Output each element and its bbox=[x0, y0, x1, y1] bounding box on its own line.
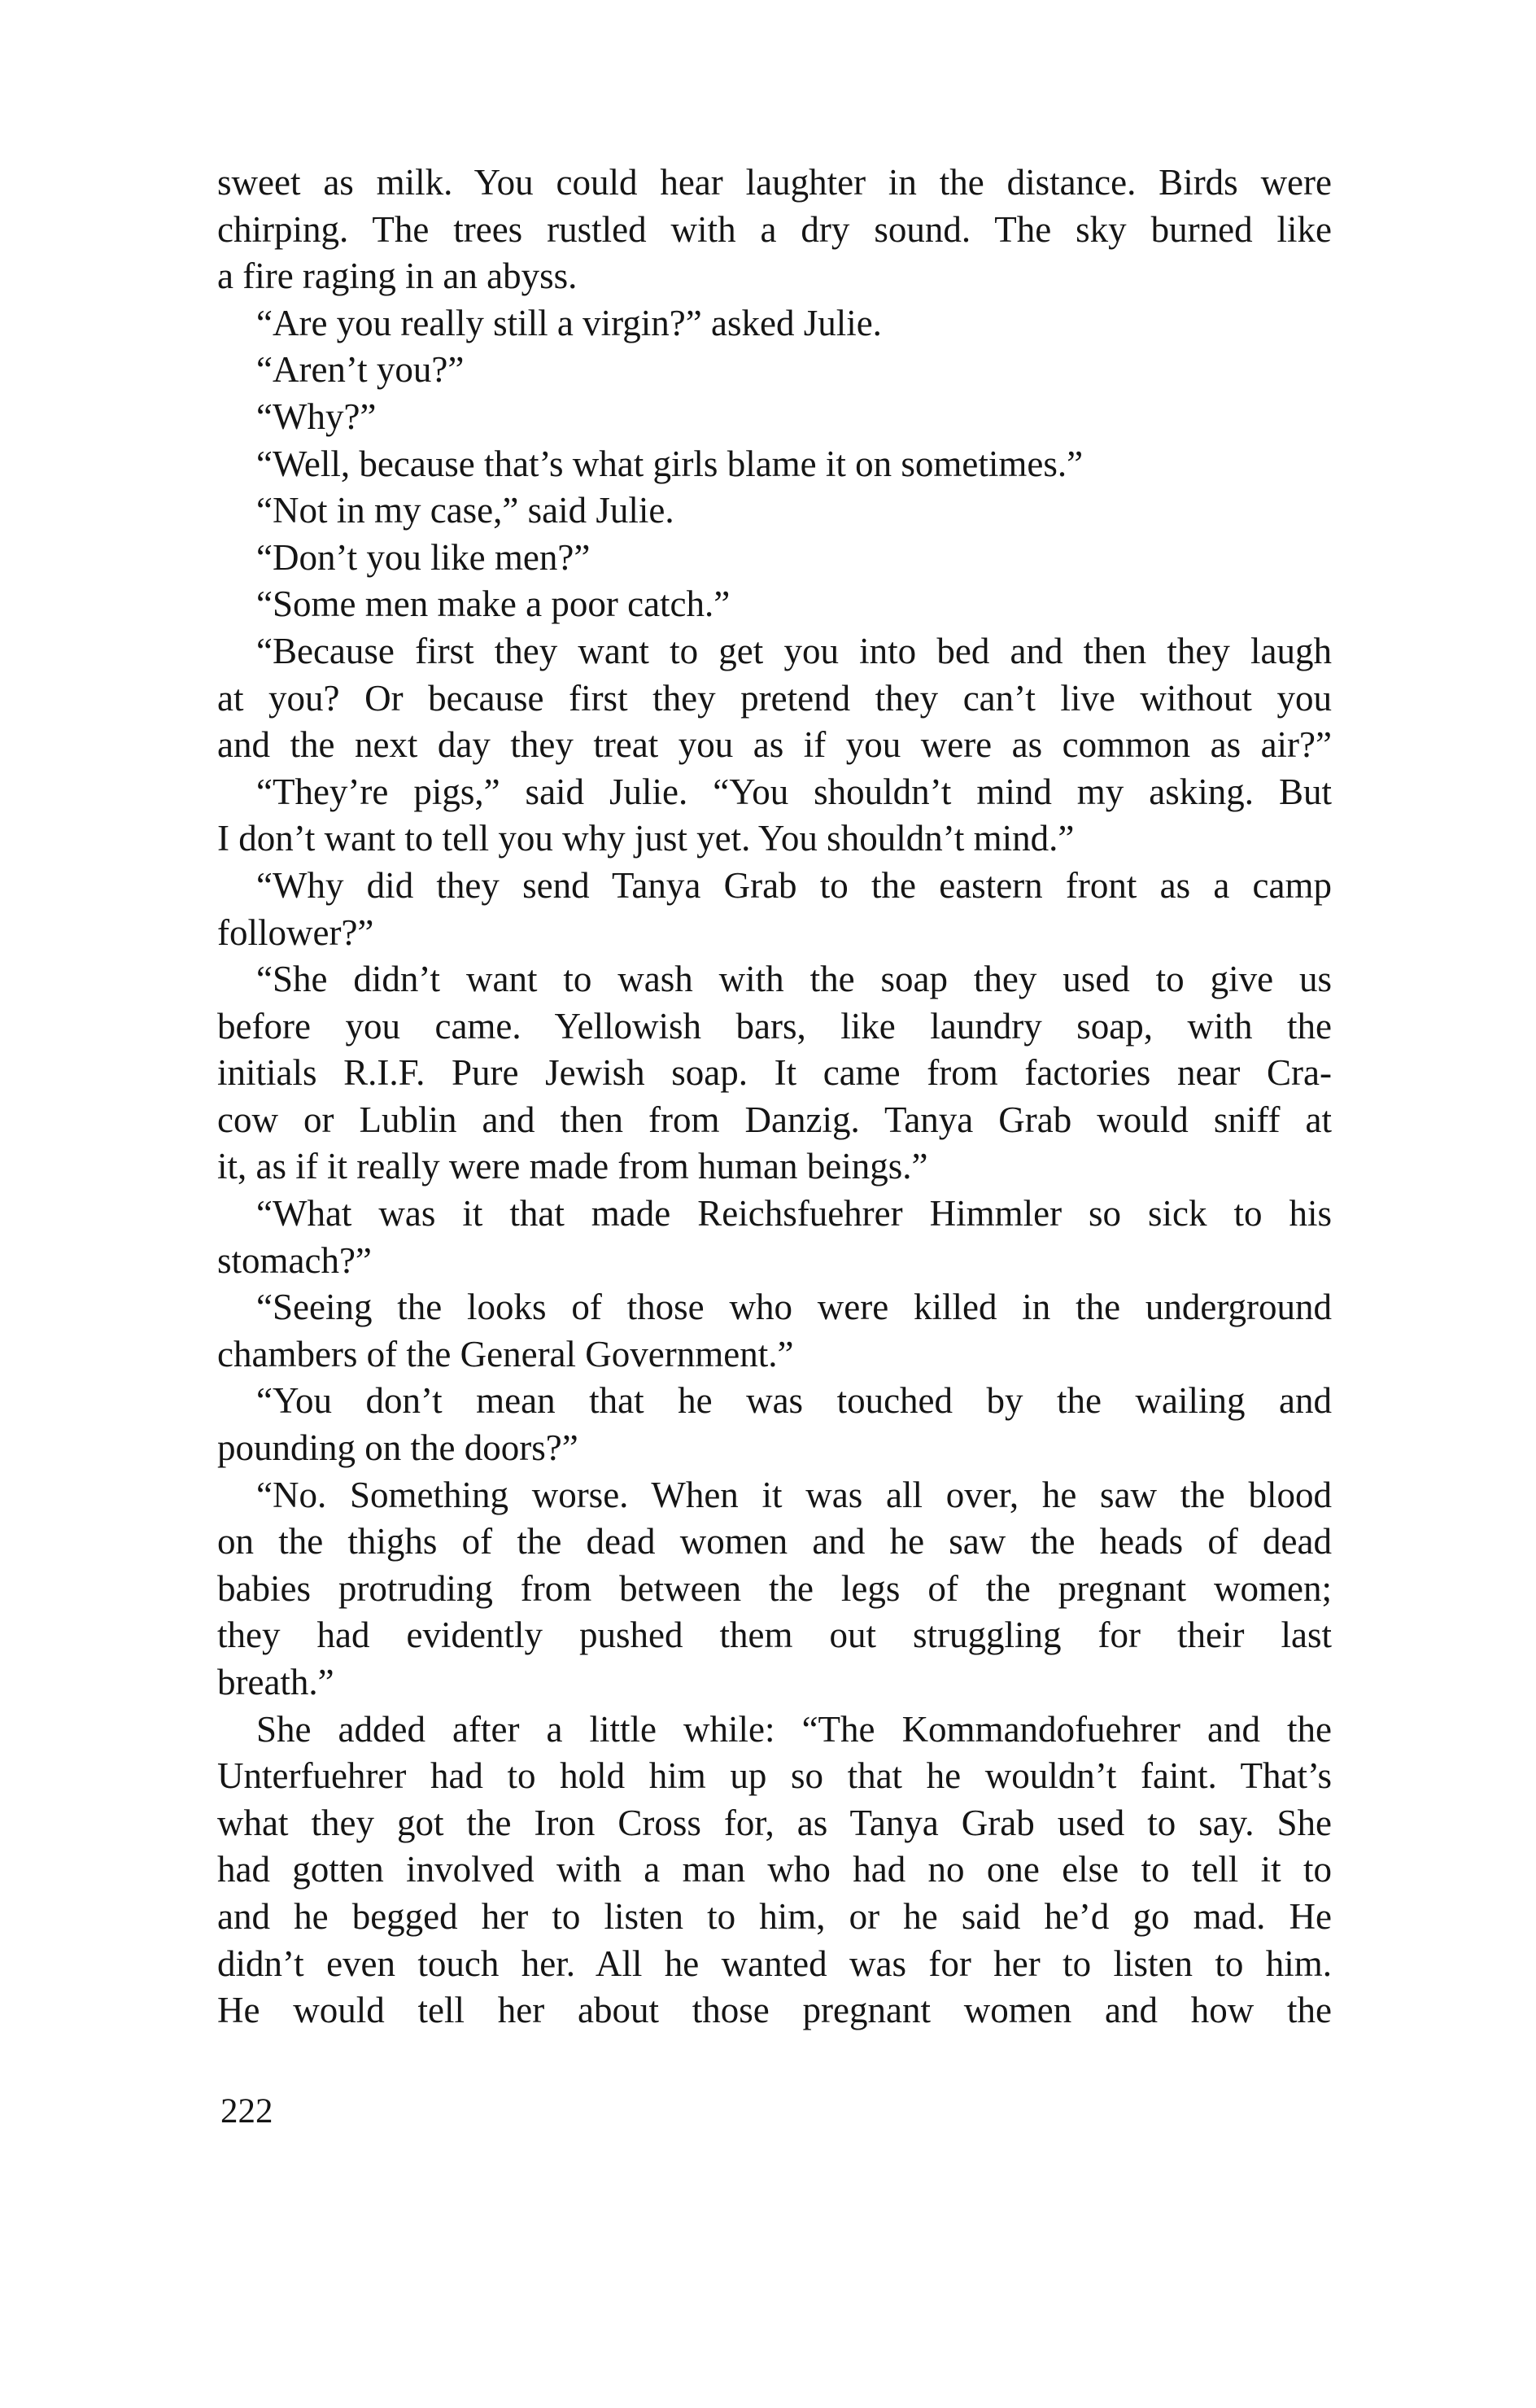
text-line: “Don’t you like men?” bbox=[256, 536, 591, 578]
text-line: chirping. The trees rustled with a dry sound. The sky burned like bbox=[217, 208, 1332, 250]
text-line: “Are you really still a virgin?” asked Julie. bbox=[256, 302, 882, 343]
text-line: She added after a little while: “The Kommandofuehrer and the bbox=[256, 1708, 1332, 1750]
text-line: chambers of the General Government.” bbox=[217, 1333, 794, 1374]
text-line: pounding on the doors?” bbox=[217, 1427, 578, 1469]
text-line: on the thighs of the dead women and he saw the heads of dead bbox=[217, 1521, 1332, 1562]
text-line: and he begged her to listen to him, or he said he’d go mad. He bbox=[217, 1895, 1332, 1937]
text-line: “They’re pigs,” said Julie. “You shouldn’t mind my asking. But bbox=[256, 771, 1332, 812]
text-line: it, as if it really were made from human beings.” bbox=[217, 1146, 928, 1187]
text-line: didn’t even touch her. All he wanted was for her to listen to him. bbox=[217, 1943, 1332, 1984]
text-line: sweet as milk. You could hear laughter in the distance. Birds were bbox=[217, 162, 1332, 203]
text-line: “She didn’t want to wash with the soap they used to give us bbox=[256, 959, 1332, 1000]
text-line: “What was it that made Reichsfuehrer Himmler so sick to his bbox=[256, 1193, 1332, 1235]
text-line: I don’t want to tell you why just yet. You shouldn’t mind.” bbox=[217, 818, 1075, 859]
text-line: babies protruding from between the legs of the pregnant women; bbox=[217, 1567, 1332, 1609]
page-number: 222 bbox=[220, 2092, 273, 2130]
text-line: “Well, because that’s what girls blame it on sometimes.” bbox=[256, 443, 1084, 484]
text-line: “No. Something worse. When it was all over, he saw the blood bbox=[256, 1474, 1332, 1515]
text-line: before you came. Yellowish bars, like laundry soap, with the bbox=[217, 1005, 1332, 1047]
text-line: stomach?” bbox=[217, 1239, 372, 1281]
text-line: follower?” bbox=[217, 911, 374, 953]
text-line: “Why?” bbox=[256, 396, 377, 437]
text-line: He would tell her about those pregnant women and how the bbox=[217, 1990, 1332, 2031]
text-line: “Some men make a poor catch.” bbox=[256, 583, 731, 625]
text-line: cow or Lublin and then from Danzig. Tanya Grab would sniff at bbox=[217, 1099, 1332, 1140]
text-line: “You don’t mean that he was touched by the wailing and bbox=[256, 1380, 1332, 1422]
text-line: “Not in my case,” said Julie. bbox=[256, 490, 674, 531]
text-line: breath.” bbox=[217, 1662, 334, 1702]
text-line: at you? Or because first they pretend they can’t live without you bbox=[217, 677, 1332, 719]
text-line: “Aren’t you?” bbox=[256, 349, 465, 391]
text-line: “Seeing the looks of those who were killed in the underground bbox=[256, 1287, 1332, 1328]
text-line: Unterfuehrer had to hold him up so that he wouldn’t faint. That’s bbox=[217, 1755, 1332, 1797]
text-line: they had evidently pushed them out struggling for their last bbox=[217, 1615, 1332, 1656]
text-line: what they got the Iron Cross for, as Tanya Grab used to say. She bbox=[217, 1802, 1332, 1843]
text-line: “Why did they send Tanya Grab to the eastern front as a camp bbox=[256, 864, 1332, 906]
text-line: “Because first they want to get you into bed and then they laugh bbox=[256, 630, 1332, 671]
text-line: had gotten involved with a man who had no one else to tell it to bbox=[217, 1849, 1332, 1890]
body-text bbox=[217, 160, 1332, 2034]
text-line: and the next day they treat you as if you were as common as air?” bbox=[217, 724, 1332, 766]
text-line: a fire raging in an abyss. bbox=[217, 256, 578, 297]
text-line: initials R.I.F. Pure Jewish soap. It came from factories near Cra- bbox=[217, 1052, 1332, 1094]
